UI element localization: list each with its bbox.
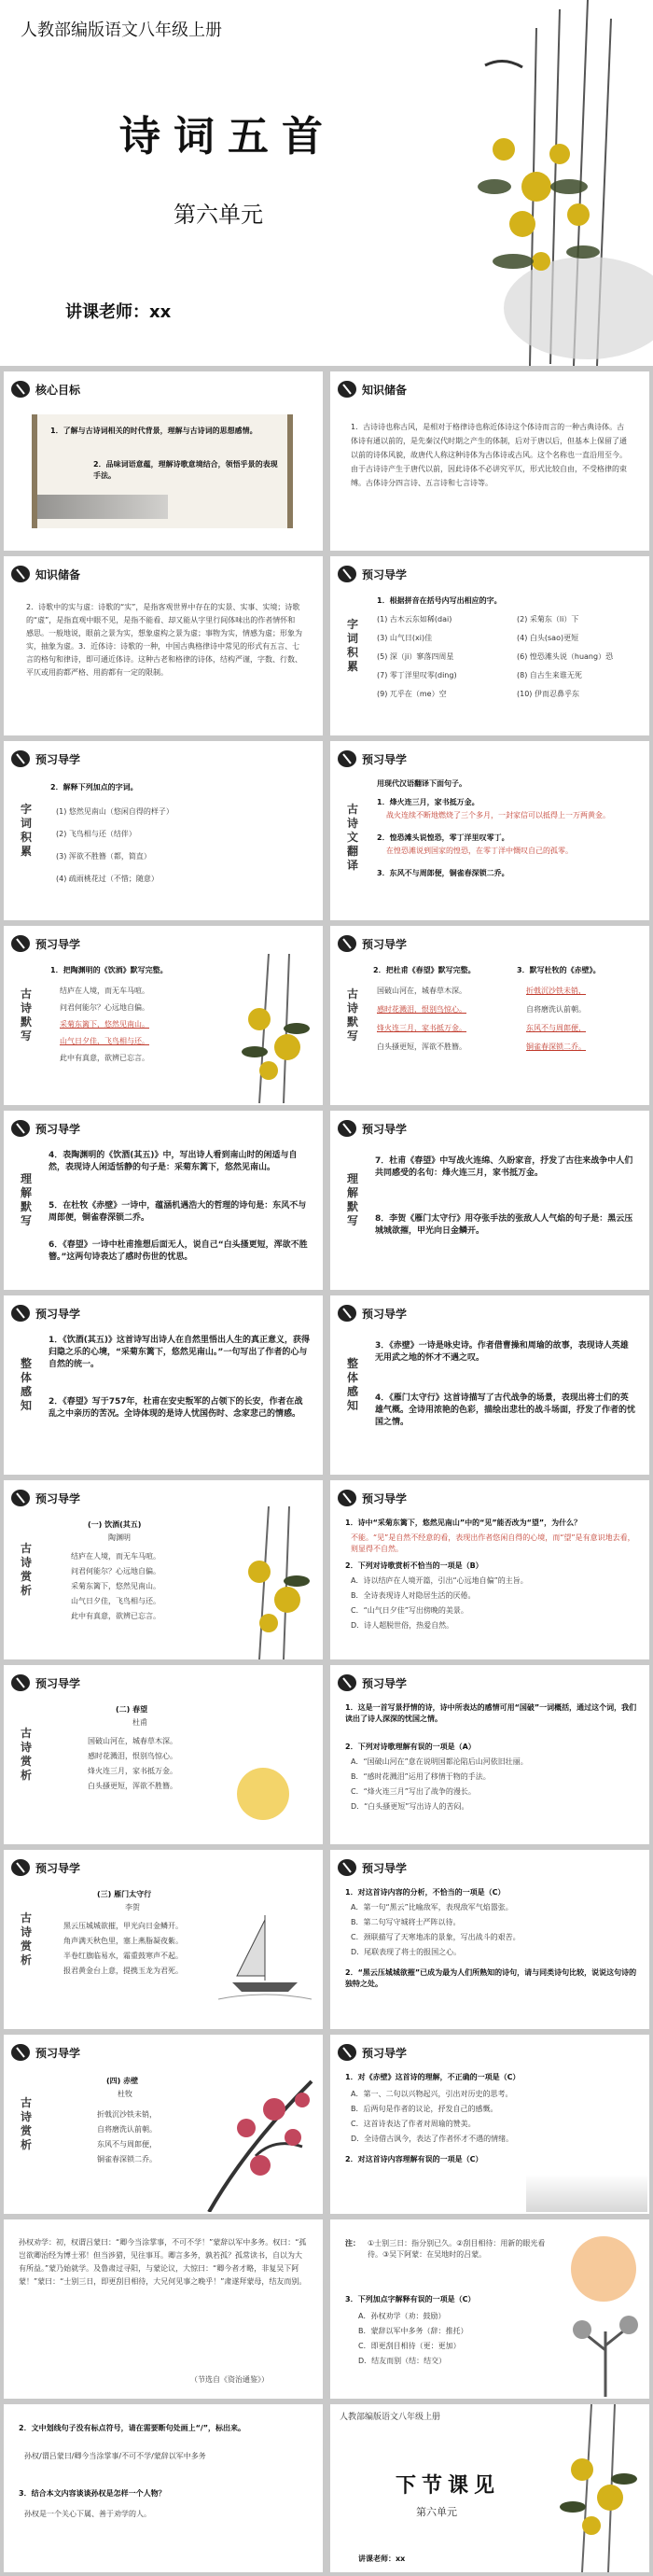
knowledge-text: 2．诗歌中的实与虚：诗歌的“实”，是指客观世界中存在的实景、实事、实境；诗歌的“虚”，是指直观中眼不见，是指不能看、却又能从字里行间体味出的作者情怀和感思。一般地说，眼前之景为实，想象虚构之景为虚；事物为实，情感为虚；形象为实，抽象为虚。3．近体诗：诗歌的一种，中国古典格律诗中常见的形式有五言、七言的格句和律诗，即可通近体诗。这种古老和格律的诗体，结构严谨，字数、行数、平仄或用韵都严格、用韵都有一定的限制。	[26, 603, 302, 677]
question-8: 8．李贺《雁门太守行》用夺张手法的张敌人人气焰的句子是：黑云压城城欲摧，甲光向日金鳞开。	[375, 1214, 633, 1236]
side-label: 古诗赏析	[21, 1542, 33, 1597]
slide-header	[336, 1855, 504, 1880]
poem-line: 自将磨洗认前朝。	[526, 1005, 586, 1014]
header-label: 预习导学	[362, 753, 408, 766]
overview-3: 3．《赤壁》一诗是咏史诗。作者借曹操和周瑜的故事，表现诗人英雄无用武之地的怀才不遇之叹。	[375, 1341, 629, 1363]
side-label: 字词积累	[21, 803, 33, 858]
poem-line: 报君黄金台上意，提携玉龙为君死。	[63, 1967, 183, 1975]
slide-overview-1[interactable]	[4, 1295, 323, 1475]
header-label: 预习导学	[35, 1862, 81, 1875]
option: B．第二句写守城将士严阵以待。	[351, 1918, 461, 1926]
poem-line-answer: 采菊东篱下，悠然见南山。	[60, 1020, 149, 1029]
poem-line: 采菊东篱下，悠然见南山。	[71, 1582, 160, 1590]
header-label: 知识储备	[35, 568, 81, 581]
word-item: (3) 山气日(xi)佳	[377, 634, 433, 642]
question-3: 3．结合本文内容谈谈孙权是怎样一个人物？	[19, 2489, 166, 2498]
poem-line: 角声满天秋色里，塞上燕脂凝夜紫。	[63, 1937, 183, 1945]
poem-title: (一) 饮酒(其五)	[88, 1520, 142, 1529]
option: A．第一句“黑云”比喻敌军，表现敌军气焰嚣张。	[351, 1903, 513, 1911]
poem-author: 李贺	[125, 1903, 140, 1911]
slide-header	[336, 377, 504, 401]
question-2: 2．对这首诗内容理解有误的一项是（C）	[345, 2155, 483, 2163]
tree-icon	[563, 2294, 647, 2397]
question-3: 3．下列加点字解释有误的一项是（C）	[345, 2295, 476, 2303]
word-item: (1) 悠然见南山（悠闲自得的样子）	[56, 807, 174, 816]
translation: 在惶恐滩说到国家的惶恐，在零丁洋中慨叹自己的孤零。	[386, 847, 573, 855]
reading-passage: 孙权劝学：初，权谓吕蒙曰：“卿今当涂掌事，不可不学！”蒙辞以军中多务。权曰：“孤岂欲卿治经为博士邪！但当涉猎，见往事耳。卿言多务，孰若孤？孤常读书，自以为大有所益。”蒙乃始就学。及鲁肃过寻阳，与蒙论议，大惊曰：“卿今者才略，非复吴下阿蒙！”蒙曰：“士别三日，即更刮目相待，大兄何见事之晚乎！”肃遂拜蒙母，结友而别。	[19, 2238, 307, 2286]
option: D．诗人超脱世俗，热爱自然。	[351, 1621, 454, 1630]
slide-reading-questions[interactable]	[330, 2219, 649, 2399]
question-2: 2．下列对诗歌赏析不恰当的一项是（B）	[345, 1561, 483, 1570]
option: D．“白头搔更短”写出诗人的苦闷。	[351, 1802, 469, 1811]
slide-header	[9, 2040, 177, 2065]
poem-line: 问君何能尔？心远地自偏。	[71, 1567, 160, 1575]
poem-line: 黑云压城城欲摧，甲光向日金鳞开。	[63, 1922, 183, 1930]
slide-overview-2[interactable]	[330, 1295, 649, 1475]
header-label: 预习导学	[362, 568, 408, 581]
word-item: (2) 飞鸟相与还（结伴）	[56, 830, 136, 838]
poem-line: 感时花溅泪，恨别鸟惊心。	[88, 1752, 177, 1760]
slide-appreciate-3[interactable]	[4, 1665, 323, 1844]
option: B．“感时花溅泪”运用了移情于物的手法。	[351, 1772, 491, 1781]
slide-appreciate-4[interactable]	[330, 1665, 649, 1844]
slide-header	[9, 1671, 177, 1695]
sentence: 1．烽火连三月，家书抵万金。	[377, 798, 479, 806]
mountain-wash	[37, 495, 168, 519]
slide-knowledge-1[interactable]	[330, 371, 649, 551]
question-6: 6．《春望》一诗中杜甫推想后面无人，说自己“白头搔更短，浑欲不胜簪。”这两句诗表达了感时伤世的忧思。	[49, 1240, 308, 1262]
slide-core-goals[interactable]	[4, 371, 323, 551]
question-1: 1．对《赤壁》这首诗的理解，不正确的一项是（C）	[345, 2073, 521, 2081]
unit-label: 第六单元	[174, 202, 263, 228]
slide-header	[336, 1301, 504, 1325]
word-item: (2) 采菊东（li）下	[517, 615, 579, 623]
slide-dictation-2[interactable]	[330, 926, 649, 1105]
header-label: 预习导学	[35, 753, 81, 766]
word-item: (5) 深（ji）寥落四周星	[377, 652, 454, 661]
word-item: (3) 浑欲不胜簪（都，简直）	[56, 852, 151, 861]
poem-line-answer: 烽火连三月，家书抵万金。	[377, 1024, 466, 1032]
poem-title: (三) 雁门太守行	[97, 1890, 152, 1898]
poem-line: 铜雀春深锁二乔。	[97, 2155, 157, 2163]
slide-appreciate-2[interactable]	[330, 1480, 649, 1659]
poem-line: 结庐在人境，而无车马喧。	[71, 1552, 160, 1561]
answer-1: 不能。“见”是自然不经意的看，表现出作者悠闲自得的心境，而“望”是有意识地去看，则显得不自然。	[351, 1533, 635, 1553]
sentence: 3．东风不与周郎便，铜雀春深锁二乔。	[377, 869, 509, 877]
poem-line: 东风不与周郎便，	[97, 2140, 157, 2149]
poem-line: 国破山河在，城春草木深。	[377, 987, 466, 995]
header-label: 预习导学	[362, 2047, 408, 2060]
header-label: 预习导学	[362, 1123, 408, 1136]
slide-appreciate-1[interactable]	[4, 1480, 323, 1659]
slide-reading-answers[interactable]	[4, 2404, 323, 2572]
side-label: 整体感知	[347, 1357, 359, 1412]
poem-line-answer: 感时花溅泪，恨别鸟惊心。	[377, 1005, 466, 1014]
side-label: 古诗赏析	[21, 1911, 33, 1967]
option: D．全诗借古讽今，表达了作者怀才不遇的情绪。	[351, 2135, 514, 2143]
slide-knowledge-2[interactable]	[4, 556, 323, 735]
option: C．这首诗表达了作者对周瑜的赞美。	[351, 2120, 476, 2128]
slide-end[interactable]	[330, 2404, 649, 2572]
header-label: 预习导学	[362, 938, 408, 951]
poem-line: 此中有真意，欲辨已忘言。	[71, 1612, 160, 1620]
note-text: ①士别三日：指分别已久。②刮目相待：用新的眼光看待。③吴下阿蒙：在吴地时的吕蒙。	[368, 2239, 546, 2259]
poem-line: 烽火连三月，家书抵万金。	[88, 1767, 177, 1775]
plum-blossom-icon	[190, 2053, 321, 2212]
note-label: 注：	[345, 2239, 360, 2247]
poem-author: 杜甫	[132, 1718, 147, 1727]
answer-2: 孙权/谓吕蒙曰/卿今当涂掌事/不可不学/蒙辞以军中多务	[24, 2452, 206, 2460]
option: C．即更刮目相待（更：更加）	[358, 2342, 461, 2350]
option: A．第一、二句以兴物起兴，引出对历史的思考。	[351, 2090, 513, 2098]
overview-2: 2．《春望》写于757年，杜甫在安史叛军的占领下的长安，作者在战乱之中亲历的苦况。全诗体现的是诗人忧国伤时、念家悲己的情感。	[49, 1397, 303, 1419]
overview-1: 1．《饮酒(其五)》这首诗写出诗人在自然里悟出人生的真正意义，获得归隐之乐的心境，“采菊东篱下，悠然见南山。”一句写出了作者的心与自然的统一。	[49, 1336, 310, 1369]
option: C．颈联描写了天寒地冻的景象，写出战斗的艰苦。	[351, 1933, 521, 1941]
side-label: 古诗赏析	[21, 1727, 33, 1782]
chrysanthemum-painting	[448, 0, 653, 366]
unit-label: 第六单元	[416, 2506, 457, 2518]
slide-header	[9, 1116, 177, 1141]
option: B．蒙辞以军中多务（辞：推托）	[358, 2327, 468, 2335]
option: C．“山气日夕佳”写出傍晚的美景。	[351, 1606, 468, 1615]
poem-line: 白头搔更短，浑欲不胜簪。	[88, 1782, 177, 1790]
reading-source: （节选自《资治通鉴》）	[190, 2375, 269, 2384]
header-label: 预习导学	[35, 1677, 81, 1690]
question-4: 4．表陶渊明的《饮酒(其五)》中，写出诗人看到南山时的闲适与自然，表现诗人闲适恬静的句子是：采菊东篱下，悠然见南山。	[49, 1151, 298, 1172]
option: A．孙权劝学（劝：鼓励）	[358, 2312, 446, 2320]
end-title: 下节课见	[396, 2474, 501, 2498]
poem-author: 杜牧	[118, 2090, 132, 2098]
slide-header	[9, 1855, 177, 1880]
slide-dictation-1[interactable]	[4, 926, 323, 1105]
goal-2: 2．品味词语意蕴，理解诗歌意境结合，领悟乎景的表现手法。	[93, 460, 278, 480]
header-label: 预习导学	[35, 1123, 81, 1136]
header-label: 预习导学	[362, 1677, 408, 1690]
option: B．后两句是作者的议论，抒发自己的感慨。	[351, 2105, 498, 2113]
translation: 战火连续不断地燃烧了三个多月，一封家信可以抵得上一万两黄金。	[386, 811, 610, 819]
option: C．“烽火连三月”写出了战争的漫长。	[351, 1787, 476, 1796]
cover-slide[interactable]	[0, 0, 653, 366]
slide-header	[9, 562, 177, 586]
question-2: 2．文中划线句子没有标点符号，请在需要断句处画上“/”，标出来。	[19, 2424, 246, 2432]
header-label: 知识储备	[362, 384, 408, 397]
option: B．全诗表现诗人对隐居生活的厌倦。	[351, 1591, 476, 1600]
word-item: (10) 伊而忍鼻乎东	[517, 690, 579, 698]
header-label: 预习导学	[35, 2047, 81, 2060]
header-label: 预习导学	[362, 1492, 408, 1505]
option: D．尾联表现了将士的报国之心。	[351, 1948, 462, 1956]
slide-reading[interactable]	[4, 2219, 323, 2399]
poem-line: 国破山河在，城春草木深。	[88, 1737, 177, 1745]
slide-preview-words-2[interactable]	[4, 741, 323, 920]
chrysanthemum-icon	[545, 2404, 649, 2572]
chrysanthemum-icon	[231, 1506, 321, 1659]
answer-3: 孙权是一个关心下属、善于劝学的人。	[24, 2510, 151, 2518]
slide-header	[336, 1486, 504, 1510]
goal-1: 1．了解与古诗词相关的时代背景，理解与古诗词的思想感情。	[50, 427, 257, 435]
mountain-wash	[526, 2175, 647, 2212]
poem-line: 折戟沉沙铁未销，	[97, 2110, 157, 2119]
option: A．诗以结庐在人境开篇，引出“心远地自偏”的主旨。	[351, 1576, 528, 1585]
header-label: 预习导学	[35, 1492, 81, 1505]
side-label: 古诗默写	[21, 987, 33, 1043]
side-label: 古诗默写	[347, 987, 359, 1043]
poem-line-answer: 折戟沉沙铁未销，	[526, 987, 586, 995]
teacher-label: 讲课老师：xx	[358, 2555, 406, 2563]
question-1: 1．诗中“采菊东篱下，悠然见南山”中的“见”能否改为“望”，为什么？	[345, 1519, 582, 1527]
slide-header	[336, 1116, 504, 1141]
question-intro: 2．解释下列加点的字词。	[50, 783, 138, 791]
slide-header	[9, 747, 177, 771]
question-7: 7．杜甫《春望》中写战火连绵、久盼家音，抒发了古往来战争中人们共同感受的名句：烽火连三月，家书抵万金。	[375, 1156, 633, 1178]
question-1: 1．对这首诗内容的分析，不恰当的一项是（C）	[345, 1888, 506, 1897]
poem-line: 山气日夕佳，飞鸟相与还。	[71, 1597, 160, 1605]
question-intro: 1．把陶渊明的《饮酒》默写完整。	[50, 966, 168, 974]
slide-header	[336, 747, 504, 771]
slide-header	[336, 562, 504, 586]
slide-preview-translate[interactable]	[330, 741, 649, 920]
slide-header	[9, 1486, 177, 1510]
question-5: 5．在杜牧《赤壁》一诗中，蕴涵机遇浩大的哲理的诗句是：东风不与周郎便，铜雀春深锁二乔。	[49, 1201, 307, 1223]
sailboat-icon	[218, 1906, 312, 2009]
overview-4: 4．《雁门太守行》这首诗描写了古代战争的场景，表现出将士们的英雄气概。全诗用浓艳的色彩，描绘出悲壮的战斗场面，抒发了作者的忧国之情。	[375, 1393, 636, 1427]
poem-line: 自将磨洗认前朝。	[97, 2125, 157, 2134]
word-item: (6) 惶恐滩头说（huang）恐	[517, 652, 614, 661]
question-1: 1．这是一首写景抒情的诗，诗中所表达的感情可用“国破”一词概括，通过这个词，我们读出了诗人深深的忧国之情。	[345, 1703, 637, 1723]
side-label: 理解默写	[347, 1172, 359, 1227]
slide-header	[9, 1301, 177, 1325]
poem-line: 此中有真意，欲辨已忘言。	[60, 1054, 149, 1062]
poem-line-answer: 山气日夕佳，飞鸟相与还。	[60, 1037, 149, 1045]
side-label: 古诗文翻译	[347, 803, 359, 872]
question-intro: 2．把杜甫《春望》默写完整。	[373, 966, 476, 974]
slide-appreciate-8[interactable]	[330, 2035, 649, 2214]
question-2: 2．“黑云压城城欲摧”已成为最为人们所熟知的诗句，请与同类诗句比较，说说这句诗的独特之处。	[345, 1968, 637, 1988]
poem-line: 问君何能尔？心远地自偏。	[60, 1003, 149, 1012]
slide-header	[9, 931, 177, 956]
word-item: (8) 自古生来谁无死	[517, 671, 582, 679]
slide-appreciate-6[interactable]	[330, 1850, 649, 2029]
course-title: 人教部编版语文八年级上册	[21, 21, 222, 40]
question-2: 2．下列对诗歌理解有误的一项是（A）	[345, 1743, 476, 1751]
header-label: 核心目标	[35, 384, 81, 397]
slide-preview-words-1[interactable]	[330, 556, 649, 735]
poem-line-answer: 铜雀春深锁二乔。	[526, 1043, 586, 1051]
word-item: (9) 兀乎在（me）空	[377, 690, 447, 698]
question-intro: 1．根据拼音在括号内写出相应的字。	[377, 596, 502, 605]
slide-header	[336, 931, 504, 956]
poem-line-answer: 东风不与周郎便，	[526, 1024, 586, 1032]
poem-line: 半卷红旗临易水，霜重鼓寒声不起。	[63, 1952, 183, 1960]
slide-header	[9, 377, 177, 401]
slide-appreciate-7[interactable]	[4, 2035, 323, 2214]
knowledge-text: 1．古诗诗也称古风，是相对于格律诗也称近体诗这个体诗而言的一种古典诗体。古体诗有通以前的，是先秦汉代时期之产生的体制，后对于唐以后，但基本上保留了通以前的诗体风貌，故唐代人称这种诗体为古体诗或古风。这个名称也一直沿用至今。由于古诗诗产生于唐代以前，因此诗体不必讲究平仄，形式比较自由，不受格律的束缚。古体诗分四言诗、五言诗和七言诗等。	[351, 423, 627, 487]
sun-shape	[571, 2236, 636, 2302]
poem-line: 白头搔更短，浑欲不胜簪。	[377, 1043, 466, 1051]
header-label: 预习导学	[35, 938, 81, 951]
poem-title: (二) 春望	[116, 1705, 148, 1714]
slide-header	[336, 2040, 504, 2065]
chrysanthemum-icon	[231, 954, 321, 1103]
header-label: 预习导学	[362, 1862, 408, 1875]
poem-author: 陶渊明	[108, 1533, 131, 1542]
word-item: (7) 零丁洋里叹零(ding)	[377, 671, 457, 679]
question-intro: 用现代汉语翻译下面句子。	[377, 779, 466, 788]
teacher-label: 讲课老师：xx	[65, 302, 172, 322]
slide-appreciate-5[interactable]	[4, 1850, 323, 2029]
side-label: 字词积累	[347, 618, 359, 673]
question-intro: 3．默写杜牧的《赤壁》。	[517, 966, 601, 974]
slide-understand-2[interactable]	[330, 1111, 649, 1290]
word-item: (1) 古木云东如稀(dai)	[377, 615, 452, 623]
sentence: 2．惶恐滩头说惶恐，零丁洋里叹零丁。	[377, 833, 509, 842]
header-label: 预习导学	[362, 1308, 408, 1321]
slide-understand-1[interactable]	[4, 1111, 323, 1290]
side-label: 古诗赏析	[21, 2096, 33, 2151]
moon-shape	[237, 1768, 289, 1820]
option: A．“国破山河在”意在说明国都沦陷后山河依旧壮丽。	[351, 1757, 528, 1766]
side-label: 整体感知	[21, 1357, 33, 1412]
word-item: (4) 白头(sao)更短	[517, 634, 579, 642]
word-item: (4) 疏雨桃花过（不惜；随意）	[56, 875, 159, 883]
header-label: 预习导学	[35, 1308, 81, 1321]
slide-header	[336, 1671, 504, 1695]
poem-title: (四) 赤壁	[106, 2077, 139, 2085]
option: D．结友而别（结：结交）	[358, 2357, 447, 2365]
lesson-title: 诗词五首	[119, 113, 336, 161]
side-label: 理解默写	[21, 1172, 33, 1227]
poem-line: 结庐在人境，而无车马喧。	[60, 987, 149, 995]
course-title: 人教部编版语文八年级上册	[340, 2413, 441, 2422]
scroll-banner	[32, 414, 293, 528]
